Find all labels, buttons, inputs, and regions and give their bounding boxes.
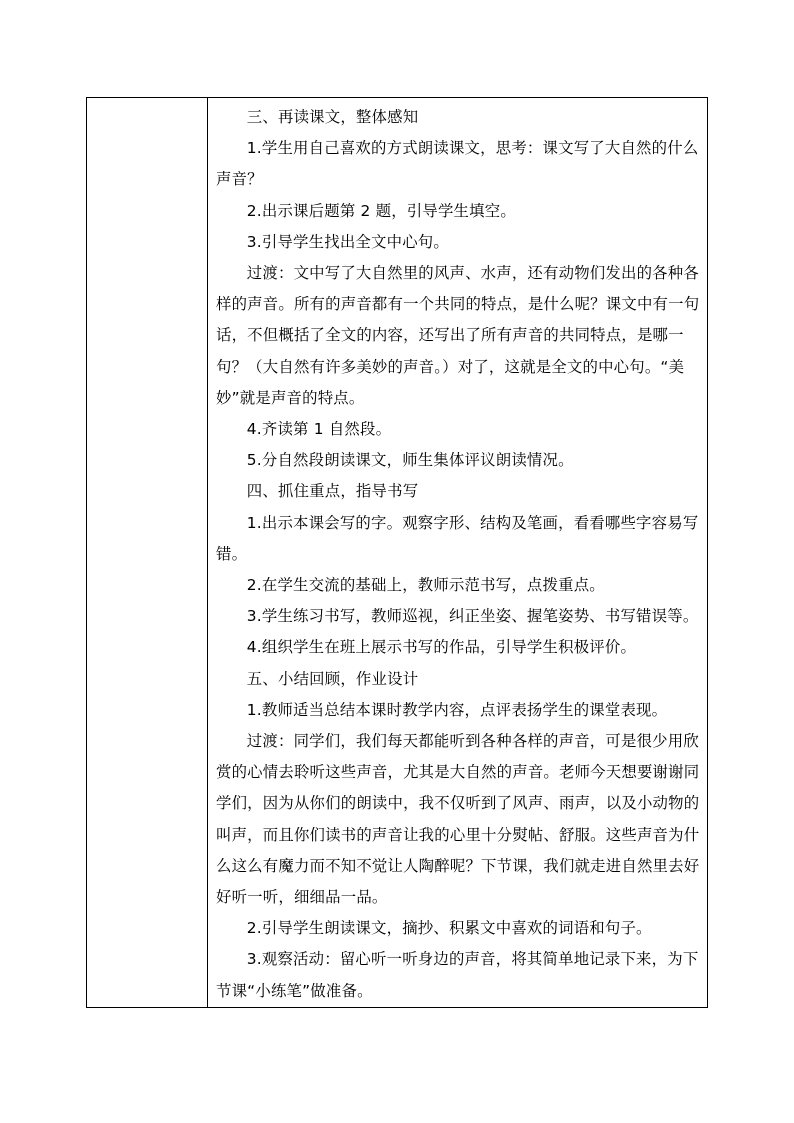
left-empty-cell — [87, 98, 208, 1008]
lesson-plan-table — [86, 97, 708, 1008]
paragraph: 2.在学生交流的基础上，教师示范书写，点拨重点。 — [246, 576, 605, 595]
paragraph: 3.学生练习书写，教师巡视，纠正坐姿、握笔姿势、书写错误等。 — [246, 607, 699, 626]
paragraph: 5.分自然段朗读课文，师生集体评议朗读情况。 — [246, 451, 574, 470]
paragraph: 1.学生用自己喜欢的方式朗读课文，思考：课文写了大自然的什么声音？ — [216, 139, 699, 189]
paragraph: 2.出示课后题第 2 题，引导学生填空。 — [246, 201, 516, 220]
section-heading-reread: 三、再读课文，整体感知 — [246, 108, 419, 126]
paragraph: 3.引导学生找出全文中心句。 — [246, 232, 449, 251]
paragraph: 过渡：文中写了大自然里的风声、水声，还有动物们发出的各种各样的声音。所有的声音都有一个共同的特点，是什么呢？课文中有一句话，不但概括了全文的内容，还写出了所有声音的共同特点，是哪一句？（大自然有许多美妙的声音。）对了，这就是全文的中心句。“美妙”就是声音的特点。 — [216, 264, 700, 407]
paragraph: 2.引导学生朗读课文，摘抄、积累文中喜欢的词语和句子。 — [246, 919, 652, 938]
teaching-process-cell — [208, 98, 708, 1008]
section-heading-summary: 五、小结回顾，作业设计 — [246, 669, 419, 688]
paragraph: 3.观察活动：留心听一听身边的声音，将其简单地记录下来，为下节课“小练笔”做准备。 — [216, 950, 699, 1000]
paragraph: 过渡：同学们，我们每天都能听到各种各样的声音，可是很少用欣赏的心情去聆听这些声音，尤其是大自然的声音。老师今天想要谢谢同学们，因为从你们的朗读中，我不仅听到了风声、雨声，以及小动物的叫声，而且你们读书的声音让我的心里十分熨帖、舒服。这些声音为什么这么有魔力而不知不觉让人陶醉呢？下节课，我们就走进自然里去好好听一听，细细品一品。 — [216, 732, 700, 907]
section-heading-writing: 四、抓住重点，指导书写 — [246, 482, 419, 501]
table-row — [87, 98, 708, 1008]
paragraph: 4.组织学生在班上展示书写的作品，引导学生积极评价。 — [246, 638, 637, 657]
paragraph: 1.出示本课会写的字。观察字形、结构及笔画，看看哪些字容易写错。 — [216, 513, 699, 563]
paragraph: 1.教师适当总结本课时教学内容，点评表扬学生的课堂表现。 — [246, 700, 668, 719]
paragraph: 4.齐读第 1 自然段。 — [246, 420, 392, 439]
